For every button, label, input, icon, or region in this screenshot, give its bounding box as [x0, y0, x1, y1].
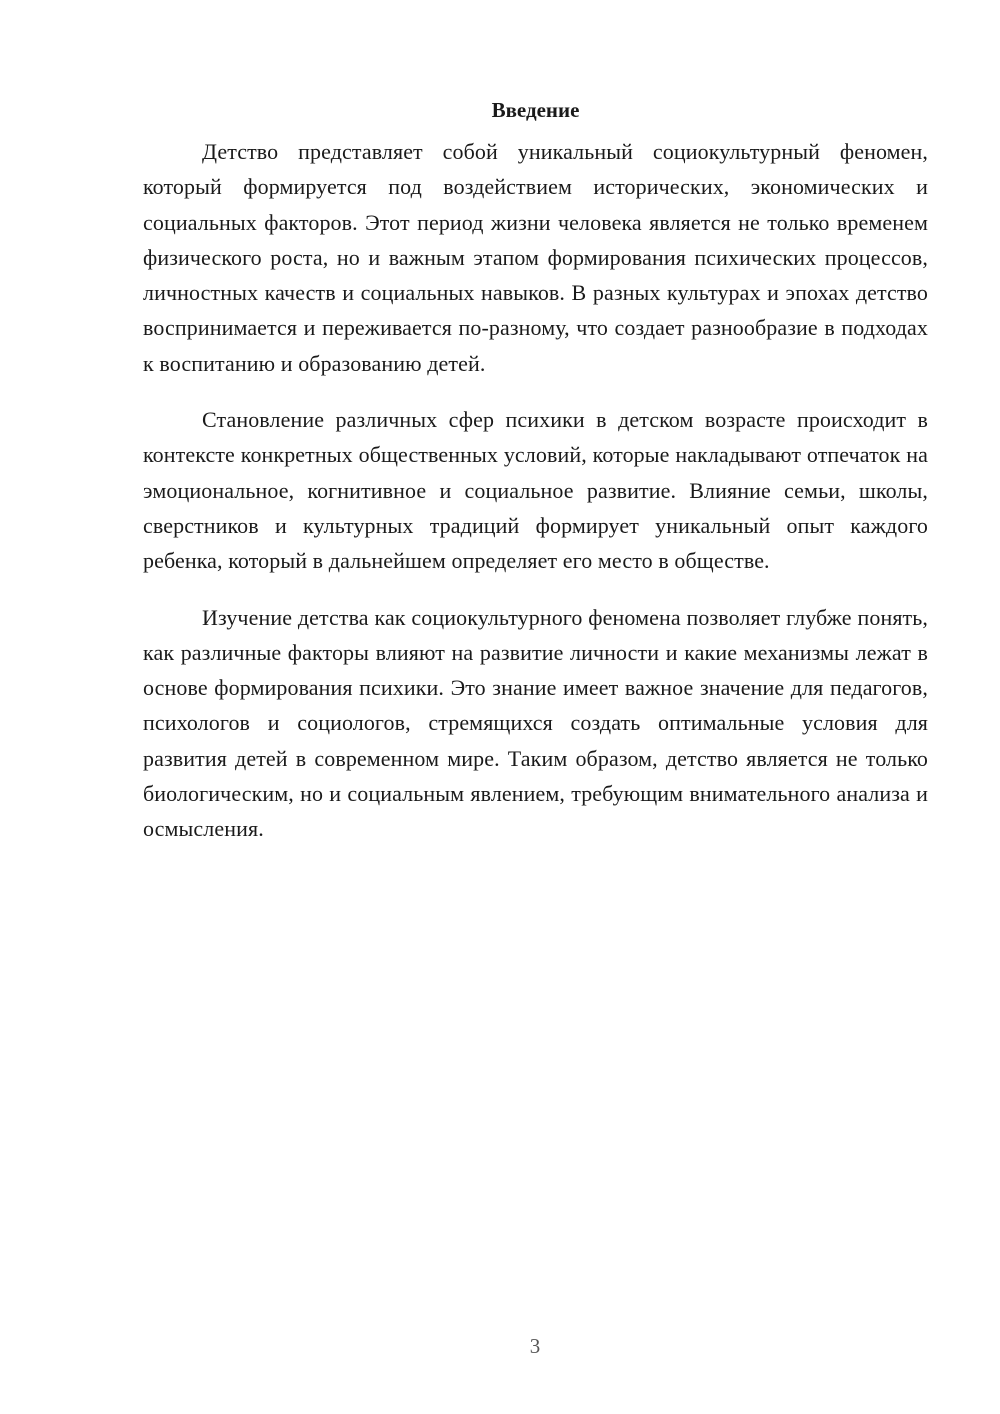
- paragraph-1: Детство представляет собой уникальный социокультурный феномен, который формируется под воздействием исторических, экономических и социальных факторов. Этот период жизни человека является не только временем физического роста, но и важным этапом формирования психических процессов, личностных качеств и социальных навыков. В разных культурах и эпохах детство воспринимается и переживается по-разному, что создает разнообразие в подходах к воспитанию и образованию детей.: [143, 139, 928, 376]
- paragraph-3: Изучение детства как социокультурного феномена позволяет глубже понять, как различные факторы влияют на развитие личности и какие механизмы лежат в основе формирования психики. Это знание имеет важное значение для педагогов, психологов и социологов, стремящихся создать оптимальные условия для развития детей в современном мире. Таким образом, детство является не только биологическим, но и социальным явлением, требующим внимательного анализа и осмысления.: [143, 604, 928, 842]
- page-number: 3: [529, 1334, 541, 1358]
- section-heading: Введение: [491, 98, 580, 122]
- paragraph-2: Становление различных сфер психики в детском возрасте происходит в контексте конкретных общественных условий, которые накладывают отпечаток на эмоциональное, когнитивное и социальное развитие. Влияние семьи, школы, сверстников и культурных традиций формирует уникальный опыт каждого ребенка, который в дальнейшем определяет его место в обществе.: [143, 407, 928, 574]
- page-content: [143, 93, 928, 868]
